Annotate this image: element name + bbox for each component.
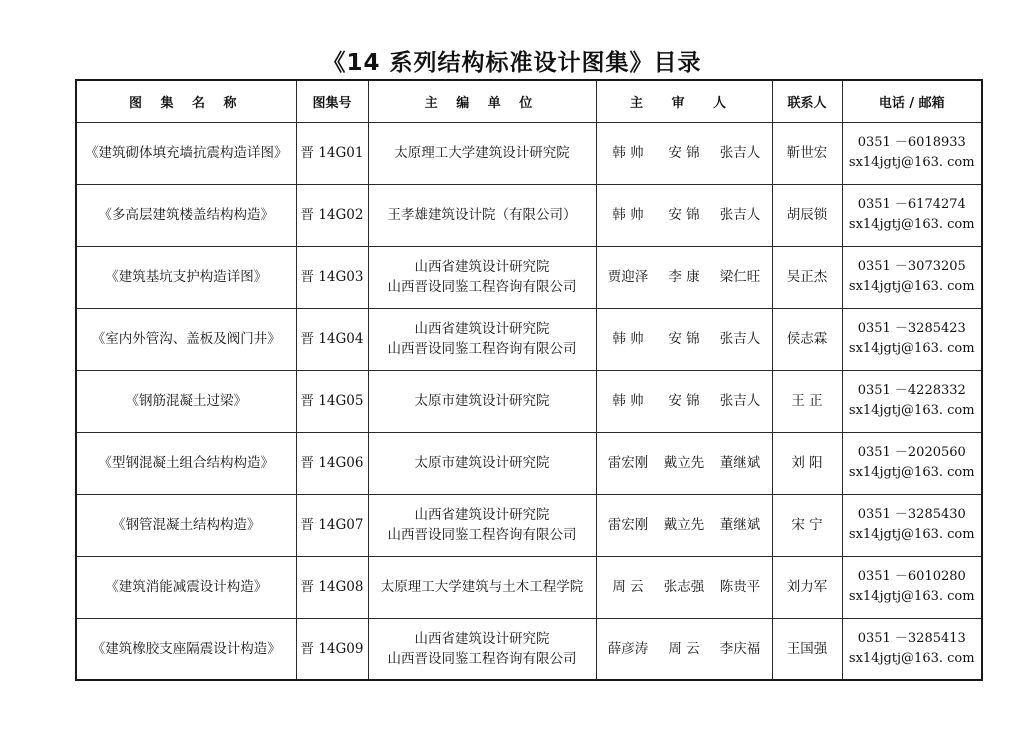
atlas-name: 《建筑消能减震设计构造》 bbox=[76, 556, 296, 618]
table-row bbox=[76, 122, 982, 184]
table-row bbox=[76, 370, 982, 432]
table-row bbox=[76, 308, 982, 370]
reviewer-name: 董继斌 bbox=[719, 455, 761, 471]
reviewer-name: 韩 帅 bbox=[612, 207, 644, 223]
reviewer-name: 韩 帅 bbox=[612, 331, 644, 347]
email-address: sx14jgtj@163. com bbox=[848, 527, 975, 542]
phone-number: 0351 －6018933 bbox=[857, 135, 966, 150]
editor-unit-line: 山西晋设同鉴工程咨询有限公司 bbox=[387, 527, 577, 543]
atlas-code: 晋 14G03 bbox=[296, 246, 368, 308]
phone-email bbox=[842, 618, 982, 680]
reviewers bbox=[596, 308, 772, 370]
phone-email bbox=[842, 370, 982, 432]
atlas-name: 《型钢混凝土组合结构构造》 bbox=[76, 432, 296, 494]
reviewer-name: 贾迎泽 bbox=[607, 269, 649, 285]
reviewer-name: 张吉人 bbox=[719, 331, 761, 347]
reviewer-name: 戴立先 bbox=[663, 455, 705, 471]
header-phone-email: 电话 / 邮箱 bbox=[842, 80, 982, 122]
reviewer-name: 韩 帅 bbox=[612, 145, 644, 161]
editor-unit bbox=[368, 618, 596, 680]
atlas-code: 晋 14G08 bbox=[296, 556, 368, 618]
phone-number: 0351 －4228332 bbox=[857, 383, 966, 398]
atlas-name: 《建筑橡胶支座隔震设计构造》 bbox=[76, 618, 296, 680]
table-row bbox=[76, 494, 982, 556]
email-address: sx14jgtj@163. com bbox=[848, 217, 975, 232]
reviewers bbox=[596, 556, 772, 618]
table-row bbox=[76, 246, 982, 308]
reviewer-name: 戴立先 bbox=[663, 517, 705, 533]
editor-unit bbox=[368, 308, 596, 370]
editor-unit bbox=[368, 370, 596, 432]
editor-unit-line: 山西晋设同鉴工程咨询有限公司 bbox=[387, 650, 577, 667]
reviewers bbox=[596, 122, 772, 184]
reviewer-name: 张志强 bbox=[663, 579, 705, 595]
contact-person: 刘 阳 bbox=[772, 432, 842, 494]
phone-number: 0351 －6174274 bbox=[857, 197, 966, 212]
reviewer-name: 张吉人 bbox=[719, 207, 761, 223]
editor-unit-line: 山西省建筑设计研究院 bbox=[414, 507, 550, 523]
email-address: sx14jgtj@163. com bbox=[848, 341, 975, 356]
header-code: 图集号 bbox=[296, 80, 368, 122]
reviewers bbox=[596, 494, 772, 556]
phone-email bbox=[842, 246, 982, 308]
phone-email bbox=[842, 556, 982, 618]
phone-email bbox=[842, 308, 982, 370]
reviewers bbox=[596, 618, 772, 680]
header-editor: 主 编 单 位 bbox=[368, 80, 596, 122]
phone-email bbox=[842, 184, 982, 246]
email-address: sx14jgtj@163. com bbox=[848, 403, 975, 418]
editor-unit-line: 王孝雄建筑设计院（有限公司） bbox=[387, 207, 577, 223]
phone-number: 0351 －2020560 bbox=[857, 445, 966, 460]
atlas-code: 晋 14G05 bbox=[296, 370, 368, 432]
atlas-code: 晋 14G02 bbox=[296, 184, 368, 246]
contact-person: 王 正 bbox=[772, 370, 842, 432]
reviewer-name: 安 锦 bbox=[668, 145, 700, 161]
atlas-code: 晋 14G07 bbox=[296, 494, 368, 556]
editor-unit bbox=[368, 556, 596, 618]
phone-number: 0351 －3285413 bbox=[857, 630, 966, 646]
phone-email bbox=[842, 122, 982, 184]
reviewer-name: 韩 帅 bbox=[612, 393, 644, 409]
contact-person: 王国强 bbox=[772, 618, 842, 680]
reviewer-name: 张吉人 bbox=[719, 145, 761, 161]
phone-number: 0351 －6010280 bbox=[857, 569, 966, 584]
reviewer-name: 雷宏刚 bbox=[607, 517, 649, 533]
table-row bbox=[76, 432, 982, 494]
atlas-code: 晋 14G06 bbox=[296, 432, 368, 494]
atlas-name: 《多高层建筑楼盖结构构造》 bbox=[76, 184, 296, 246]
editor-unit-line: 太原理工大学建筑与土木工程学院 bbox=[380, 579, 584, 595]
reviewer-name: 安 锦 bbox=[668, 207, 700, 223]
editor-unit-line: 山西省建筑设计研究院 bbox=[414, 321, 550, 337]
atlas-name: 《室内外管沟、盖板及阀门井》 bbox=[76, 308, 296, 370]
email-address: sx14jgtj@163. com bbox=[848, 650, 975, 666]
contact-person: 刘力军 bbox=[772, 556, 842, 618]
header-row bbox=[76, 80, 982, 122]
contact-person: 靳世宏 bbox=[772, 122, 842, 184]
page-title: 《14 系列结构标准设计图集》目录 bbox=[322, 50, 702, 76]
atlas-code: 晋 14G01 bbox=[296, 122, 368, 184]
phone-email bbox=[842, 432, 982, 494]
email-address: sx14jgtj@163. com bbox=[848, 589, 975, 604]
editor-unit bbox=[368, 494, 596, 556]
reviewer-name: 梁仁旺 bbox=[719, 269, 761, 285]
reviewer-name: 周 云 bbox=[668, 640, 700, 657]
atlas-name: 《建筑基坑支护构造详图》 bbox=[76, 246, 296, 308]
reviewers bbox=[596, 246, 772, 308]
atlas-name: 《建筑砌体填充墙抗震构造详图》 bbox=[76, 122, 296, 184]
phone-number: 0351 －3285430 bbox=[857, 507, 966, 522]
atlas-code: 晋 14G09 bbox=[296, 618, 368, 680]
phone-email bbox=[842, 494, 982, 556]
atlas-name: 《钢筋混凝土过梁》 bbox=[76, 370, 296, 432]
phone-number: 0351 －3285423 bbox=[857, 321, 966, 336]
header-name: 图 集 名 称 bbox=[76, 80, 296, 122]
contact-person: 侯志霖 bbox=[772, 308, 842, 370]
editor-unit bbox=[368, 246, 596, 308]
editor-unit bbox=[368, 184, 596, 246]
email-address: sx14jgtj@163. com bbox=[848, 279, 975, 294]
reviewer-name: 安 锦 bbox=[668, 331, 700, 347]
atlas-name: 《钢管混凝土结构构造》 bbox=[76, 494, 296, 556]
table-body bbox=[76, 122, 982, 680]
table-row bbox=[76, 556, 982, 618]
editor-unit-line: 山西省建筑设计研究院 bbox=[414, 630, 550, 647]
reviewers bbox=[596, 370, 772, 432]
table-row bbox=[76, 618, 982, 680]
editor-unit-line: 太原理工大学建筑设计研究院 bbox=[394, 145, 570, 161]
editor-unit-line: 太原市建筑设计研究院 bbox=[414, 393, 550, 409]
reviewer-name: 周 云 bbox=[612, 579, 644, 595]
reviewers bbox=[596, 432, 772, 494]
reviewer-name: 李 康 bbox=[668, 269, 700, 285]
contact-person: 宋 宁 bbox=[772, 494, 842, 556]
reviewer-name: 安 锦 bbox=[668, 393, 700, 409]
reviewer-name: 董继斌 bbox=[719, 517, 761, 533]
editor-unit-line: 山西晋设同鉴工程咨询有限公司 bbox=[387, 279, 577, 295]
reviewer-name: 陈贵平 bbox=[719, 579, 761, 595]
header-reviewers: 主 审 人 bbox=[596, 80, 772, 122]
header-contact: 联系人 bbox=[772, 80, 842, 122]
editor-unit bbox=[368, 122, 596, 184]
reviewer-name: 李庆福 bbox=[719, 640, 761, 657]
reviewers bbox=[596, 184, 772, 246]
editor-unit-line: 山西晋设同鉴工程咨询有限公司 bbox=[387, 341, 577, 357]
contact-person: 吴正杰 bbox=[772, 246, 842, 308]
phone-number: 0351 －3073205 bbox=[857, 259, 966, 274]
table-row bbox=[76, 184, 982, 246]
editor-unit bbox=[368, 432, 596, 494]
catalog-table bbox=[75, 79, 983, 681]
reviewer-name: 薛彦涛 bbox=[607, 640, 649, 657]
email-address: sx14jgtj@163. com bbox=[848, 155, 975, 170]
email-address: sx14jgtj@163. com bbox=[848, 465, 975, 480]
reviewer-name: 张吉人 bbox=[719, 393, 761, 409]
editor-unit-line: 太原市建筑设计研究院 bbox=[414, 455, 550, 471]
contact-person: 胡辰锁 bbox=[772, 184, 842, 246]
atlas-code: 晋 14G04 bbox=[296, 308, 368, 370]
editor-unit-line: 山西省建筑设计研究院 bbox=[414, 259, 550, 275]
reviewer-name: 雷宏刚 bbox=[607, 455, 649, 471]
